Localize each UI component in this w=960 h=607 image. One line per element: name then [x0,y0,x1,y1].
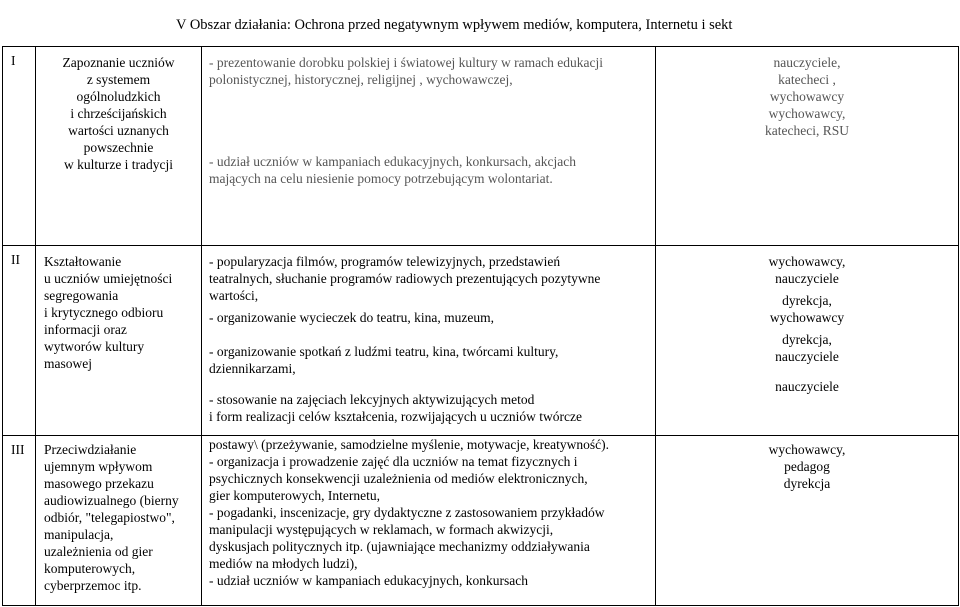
activity-line: - organizowanie spotkań z ludźmi teatru, kina, twórcami kultury, [209,344,559,359]
activity-line: - organizowanie wycieczek do teatru, kina, muzeum, [209,310,495,325]
responsible-line: nauczyciele [775,349,839,364]
activity-line: manipulacji występujących w reklamach, w formach akwizycji, [209,522,554,537]
row-number: II [3,246,36,436]
area-line: uzależnienia od gier [44,544,153,559]
activity-line: - prezentowanie dorobku polskiej i światowej kultury w ramach edukacji [209,55,604,70]
area-line: masowej [44,356,92,371]
activity-line: postawy\ (przeżywanie, samodzielne myślenie, motywacje, kreatywność). [209,437,609,452]
area-line: wytworów kultury [44,339,145,354]
activity-line: gier komputerowych, Internetu, [209,488,380,503]
activity-line: dziennikarzami, [209,361,296,376]
responsible-line: pedagog [784,459,830,474]
activity-line: - organizacja i prowadzenie zajęć dla uczniów na temat fizycznych i [209,454,578,469]
area-line: wartości uznanych [68,123,169,138]
row-number: III [3,436,36,606]
area-cell [36,47,202,246]
page-title: V Obszar działania: Ochrona przed negatywnym wpływem mediów, komputera, Internetu i sekt [176,17,733,33]
responsible-line: dyrekcja [783,476,831,491]
responsible-line: katecheci, RSU [765,123,849,138]
area-line: cyberprzemoc itp. [44,578,142,593]
activity-line: teatralnych, słuchanie programów radiowych prezentujących pozytywne [209,271,601,286]
activity-line: - udział uczniów w kampaniach edukacyjnych, konkursach, akcjach [209,154,576,169]
responsible-cell [656,436,959,606]
responsible-line: katecheci , [778,72,836,87]
area-line: komputerowych, [44,561,136,576]
activity-line: - stosowanie na zajęciach lekcyjnych aktywizujących metod [209,392,535,407]
responsible-line: wychowawcy, [768,442,846,457]
area-line: powszechnie [83,140,154,155]
responsible-line: dyrekcja, [782,293,832,308]
responsible-line: wychowawcy, [768,106,846,121]
activity-line: mających na celu niesienie pomocy potrzebującym wolontariat. [209,171,553,186]
program-table [2,46,959,606]
table-row [3,436,959,606]
activity-line: dyskusjach politycznych itp. (ujawniające mechanizmy oddziaływania [209,539,590,554]
area-line: masowego przekazu [44,476,154,491]
area-line: u uczniów umiejętności [44,271,173,286]
activity-line: - udział uczniów w kampaniach edukacyjnych, konkursach [209,573,529,588]
row-number: I [3,47,36,246]
area-line: informacji oraz [44,322,127,337]
area-line: ujemnym wpływom [44,459,153,474]
responsible-cell [656,246,959,436]
area-line: Kształtowanie [44,254,122,269]
area-line: w kulturze i tradycji [63,157,174,172]
area-line: Przeciwdziałanie [44,442,137,457]
responsible-line: wychowawcy, [768,254,846,269]
responsible-line: nauczyciele [775,271,839,286]
activity-line: wartości, [209,288,259,303]
activity-line: mediów na młodych ludzi), [209,556,358,571]
activity-line: psychicznych konsekwencji uzależnienia od mediów elektronicznych, [209,471,588,486]
area-line: ogólnoludzkich [76,89,161,104]
area-line: i krytycznego odbioru [44,305,164,320]
responsible-line: nauczyciele [775,379,839,394]
table-row [3,47,959,246]
responsible-line: wychowawcy [769,89,845,104]
activities-cell [202,246,656,436]
area-cell [36,246,202,436]
area-cell [36,436,202,606]
activities-cell [202,436,656,606]
responsible-cell [656,47,959,246]
activities-cell [202,47,656,246]
area-line: Zapoznanie uczniów [62,55,175,70]
area-line: odbiór, "telegapiostwo", [44,510,175,525]
responsible-line: dyrekcja, [782,332,832,347]
area-line: z systemem [86,72,151,87]
area-line: audiowizualnego (bierny [44,493,179,508]
area-line: segregowania [44,288,119,303]
activity-line: - popularyzacja filmów, programów telewizyjnych, przedstawień [209,254,561,269]
area-line: i chrześcijańskich [70,106,167,121]
table-row [3,246,959,436]
responsible-line: nauczyciele, [773,55,841,70]
activity-line: polonistycznej, historycznej, religijnej , wychowawczej, [209,72,513,87]
activity-line: i form realizacji celów kształcenia, rozwijających u uczniów twórcze [209,409,582,424]
activity-line: - pogadanki, inscenizacje, gry dydaktyczne z zastosowaniem przykładów [209,505,605,520]
responsible-line: wychowawcy [769,310,845,325]
area-line: manipulacja, [44,527,114,542]
